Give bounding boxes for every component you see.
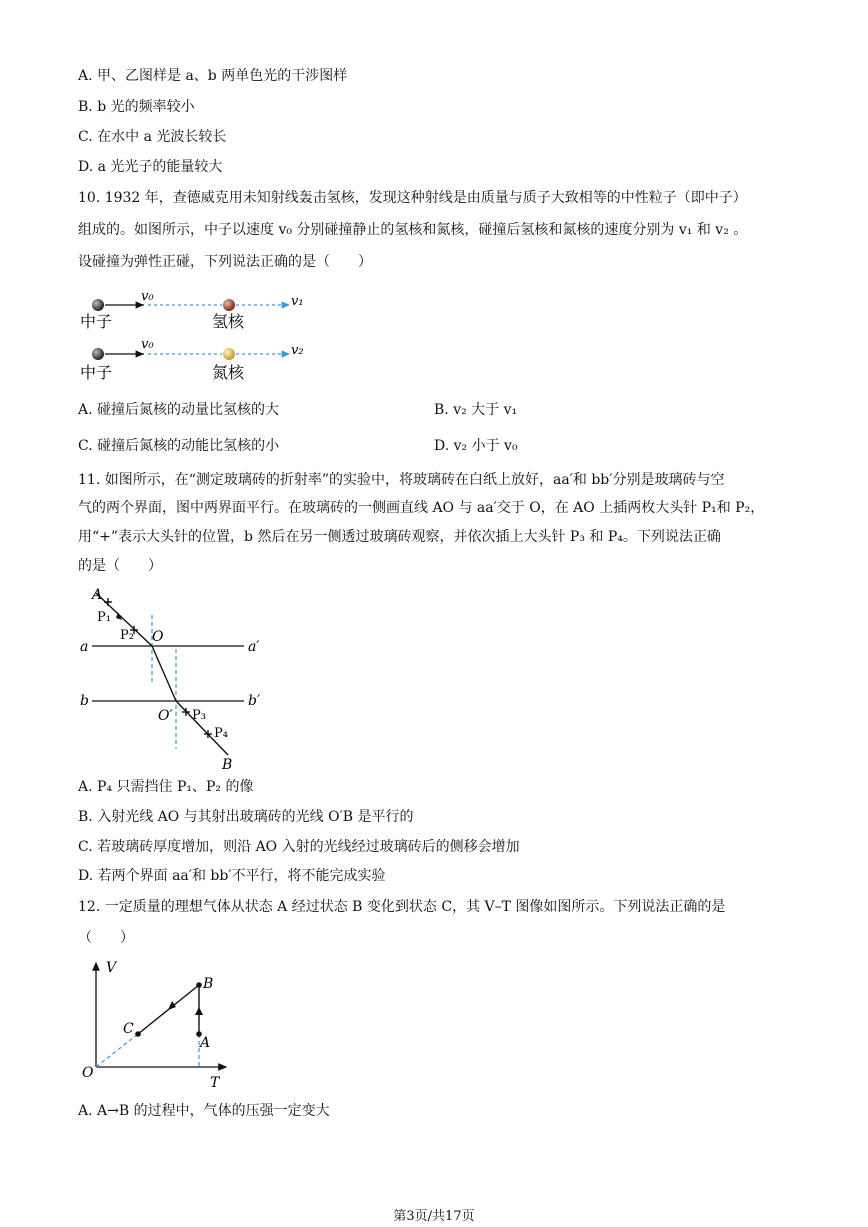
q11-stem-line3: 用“+”表示大头针的位置，b 然后在另一侧透过玻璃砖观察，并依次插上大头针 P₃ 和 P₄。下列说法正确 — [78, 529, 721, 545]
page-number: 第3页/共17页 — [393, 1209, 475, 1224]
label-a-prime: a′ — [248, 639, 260, 655]
label-v2: v₂ — [291, 343, 304, 358]
q9-option-c: C. 在水中 a 光波长较长 — [78, 129, 227, 145]
q10-stem-line1: 10. 1932 年，查德威克用未知射线轰击氢核，发现这种射线是由质量与质子大致相等的中性粒子（即中子） — [78, 190, 747, 206]
label-neutron-2: 中子 — [80, 363, 113, 382]
q12-vt-graph — [78, 955, 248, 1095]
label-P2: P₂ — [120, 628, 134, 643]
q12-option-a: A. A→B 的过程中，气体的压强一定变大 — [78, 1103, 330, 1119]
label-b: b — [80, 693, 89, 709]
label-T-axis: T — [210, 1075, 220, 1091]
label-nitrogen: 氮核 — [212, 363, 245, 382]
hydrogen-ball — [223, 299, 235, 311]
q11-option-c: C. 若玻璃砖厚度增加，则沿 AO 入射的光线经过玻璃砖后的侧移会增加 — [78, 839, 520, 855]
label-A: A — [92, 587, 103, 603]
q11-option-a: A. P₄ 只需挡住 P₁、P₂ 的像 — [78, 779, 254, 795]
q10-option-d: D. v₂ 小于 v₀ — [434, 438, 518, 454]
q10-option-c: C. 碰撞后氮核的动能比氢核的小 — [78, 438, 280, 454]
label-P1: P₁ — [97, 610, 111, 625]
q11-stem-line2: 气的两个界面，图中两界面平行。在玻璃砖的一侧画直线 AO 与 aa′交于 O，在 AO 上插两枚大头针 P₁和 P₂， — [78, 500, 765, 516]
label-hydrogen: 氢核 — [212, 312, 245, 331]
neutron-ball-1 — [92, 299, 104, 311]
q11-option-d: D. 若两个界面 aa′和 bb′不平行，将不能完成实验 — [78, 868, 386, 884]
q12-stem-line2: （ ） — [78, 930, 134, 946]
label-O-prime: O′ — [158, 708, 173, 724]
q10-option-b: B. v₂ 大于 v₁ — [434, 402, 518, 418]
q11-option-b: B. 入射光线 AO 与其射出玻璃砖的光线 O′B 是平行的 — [78, 809, 414, 825]
q10-stem-line2: 组成的。如图所示，中子以速度 v₀ 分别碰撞静止的氢核和氮核，碰撞后氢核和氮核的速度分别为 v₁ 和 v₂ 。 — [78, 222, 748, 238]
label-P4: P₄ — [214, 726, 228, 741]
label-state-B: B — [203, 976, 214, 992]
q10-stem-line3: 设碰撞为弹性正碰，下列说法正确的是（ ） — [78, 254, 372, 270]
label-V-axis: V — [106, 960, 117, 976]
label-origin: O — [82, 1065, 94, 1081]
q11-stem-line1: 11. 如图所示，在“测定玻璃砖的折射率”的实验中，将玻璃砖在白纸上放好，aa′和 bb′分别是玻璃砖与空 — [78, 472, 725, 488]
label-O: O — [152, 629, 164, 645]
nitrogen-ball — [223, 348, 235, 360]
q10-collision-figure — [78, 280, 338, 390]
q11-stem-line4: 的是（ ） — [78, 558, 162, 574]
q10-option-a: A. 碰撞后氮核的动量比氢核的大 — [78, 402, 280, 418]
label-P3: P₃ — [192, 708, 206, 723]
label-neutron-1: 中子 — [80, 312, 113, 331]
label-a: a — [80, 639, 89, 655]
q11-refraction-figure — [78, 585, 278, 775]
q12-stem-line1: 12. 一定质量的理想气体从状态 A 经过状态 B 变化到状态 C，其 V–T 图像如图所示。下列说法正确的是 — [78, 899, 726, 915]
label-v1: v₁ — [291, 294, 304, 309]
q9-option-b: B. b 光的频率较小 — [78, 99, 195, 115]
label-B: B — [222, 757, 233, 773]
label-state-C: C — [123, 1021, 134, 1037]
neutron-ball-2 — [92, 348, 104, 360]
label-v0-2: v₀ — [141, 337, 154, 352]
q9-option-a: A. 甲、乙图样是 a、b 两单色光的干涉图样 — [78, 68, 348, 84]
q9-option-d: D. a 光光子的能量较大 — [78, 159, 223, 175]
label-b-prime: b′ — [248, 693, 261, 709]
label-v0-1: v₀ — [141, 289, 154, 304]
label-state-A: A — [200, 1035, 211, 1051]
